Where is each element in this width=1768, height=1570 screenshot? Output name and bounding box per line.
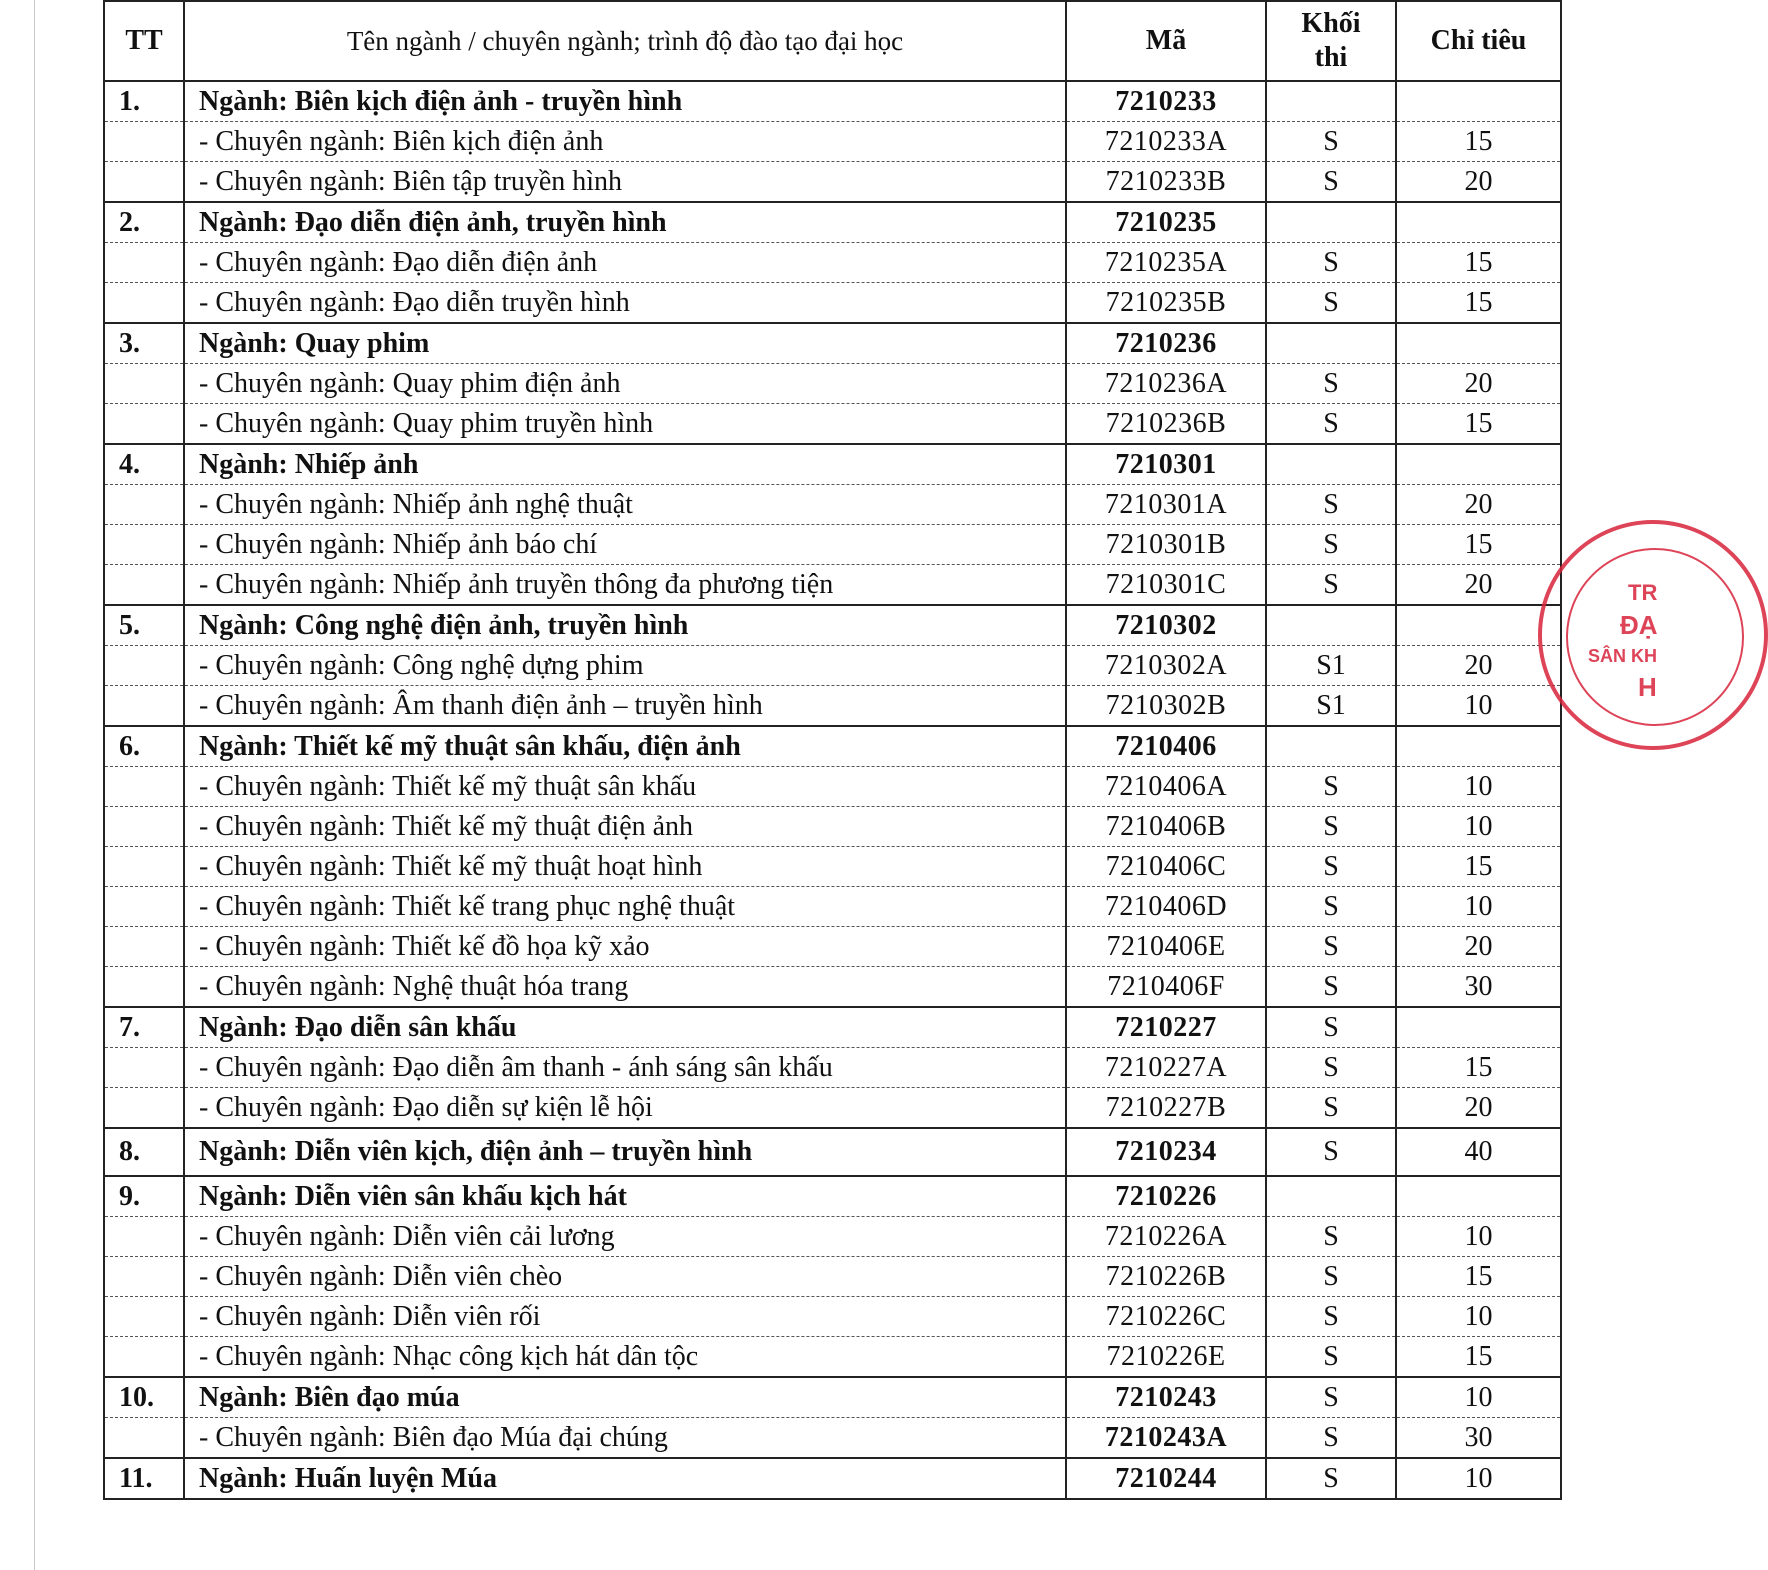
cell-code: 7210302A xyxy=(1066,646,1266,686)
cell-code: 7210302B xyxy=(1066,686,1266,727)
cell-quota: 15 xyxy=(1396,404,1561,445)
table-row xyxy=(104,1418,1561,1459)
cell-block xyxy=(1266,202,1396,243)
cell-code: 7210302 xyxy=(1066,605,1266,646)
cell-name: - Chuyên ngành: Đạo diễn sự kiện lễ hội xyxy=(184,1088,1066,1129)
cell-block: S xyxy=(1266,243,1396,283)
cell-quota: 10 xyxy=(1396,807,1561,847)
table-row xyxy=(104,887,1561,927)
cell-quota: 20 xyxy=(1396,927,1561,967)
cell-tt: 2. xyxy=(104,202,184,243)
cell-code: 7210233A xyxy=(1066,122,1266,162)
cell-tt: 1. xyxy=(104,81,184,122)
cell-code: 7210301 xyxy=(1066,444,1266,485)
table-row xyxy=(104,162,1561,203)
table-row xyxy=(104,364,1561,404)
cell-block xyxy=(1266,605,1396,646)
cell-code: 7210233B xyxy=(1066,162,1266,203)
header-block-line1: Khối xyxy=(1301,8,1361,39)
cell-code: 7210406B xyxy=(1066,807,1266,847)
cell-tt xyxy=(104,887,184,927)
table-row xyxy=(104,404,1561,445)
cell-code: 7210235B xyxy=(1066,283,1266,324)
table-row xyxy=(104,807,1561,847)
cell-quota xyxy=(1396,444,1561,485)
cell-quota: 20 xyxy=(1396,565,1561,606)
cell-quota xyxy=(1396,726,1561,767)
cell-block: S xyxy=(1266,1257,1396,1297)
cell-quota: 10 xyxy=(1396,767,1561,807)
cell-code: 7210406 xyxy=(1066,726,1266,767)
cell-name: Ngành: Diễn viên sân khấu kịch hát xyxy=(184,1176,1066,1217)
cell-block: S xyxy=(1266,1128,1396,1176)
cell-block: S xyxy=(1266,1297,1396,1337)
table-row xyxy=(104,565,1561,606)
table-row xyxy=(104,1217,1561,1257)
cell-block: S xyxy=(1266,1418,1396,1459)
cell-name: - Chuyên ngành: Biên tập truyền hình xyxy=(184,162,1066,203)
cell-block: S xyxy=(1266,283,1396,324)
cell-quota: 15 xyxy=(1396,847,1561,887)
cell-tt: 4. xyxy=(104,444,184,485)
red-seal-stamp xyxy=(1538,520,1768,750)
table-row xyxy=(104,122,1561,162)
cell-tt: 11. xyxy=(104,1458,184,1499)
page-edge-line xyxy=(34,0,35,1570)
cell-name: Ngành: Đạo diễn sân khấu xyxy=(184,1007,1066,1048)
cell-quota: 30 xyxy=(1396,967,1561,1008)
table-header xyxy=(104,1,1561,81)
header-quota: Chỉ tiêu xyxy=(1396,1,1561,81)
cell-block: S xyxy=(1266,1458,1396,1499)
cell-quota: 20 xyxy=(1396,1088,1561,1129)
table-row xyxy=(104,726,1561,767)
cell-tt xyxy=(104,807,184,847)
cell-tt xyxy=(104,1217,184,1257)
cell-name: Ngành: Biên kịch điện ảnh - truyền hình xyxy=(184,81,1066,122)
cell-quota: 10 xyxy=(1396,1377,1561,1418)
cell-tt xyxy=(104,1088,184,1129)
table-row xyxy=(104,1007,1561,1048)
cell-code: 7210406F xyxy=(1066,967,1266,1008)
cell-block: S xyxy=(1266,887,1396,927)
cell-code: 7210301A xyxy=(1066,485,1266,525)
cell-name: - Chuyên ngành: Diễn viên cải lương xyxy=(184,1217,1066,1257)
header-block xyxy=(1266,1,1396,81)
cell-code: 7210227B xyxy=(1066,1088,1266,1129)
table-row xyxy=(104,646,1561,686)
table-row xyxy=(104,927,1561,967)
cell-name: Ngành: Đạo diễn điện ảnh, truyền hình xyxy=(184,202,1066,243)
cell-tt xyxy=(104,283,184,324)
admissions-quota-table xyxy=(103,0,1562,1500)
cell-name: - Chuyên ngành: Đạo diễn âm thanh - ánh sáng sân khấu xyxy=(184,1048,1066,1088)
cell-quota: 10 xyxy=(1396,1217,1561,1257)
cell-block: S xyxy=(1266,927,1396,967)
header-row xyxy=(104,1,1561,81)
cell-block: S xyxy=(1266,967,1396,1008)
header-tt: TT xyxy=(104,1,184,81)
cell-block: S xyxy=(1266,1007,1396,1048)
cell-quota xyxy=(1396,323,1561,364)
header-name: Tên ngành / chuyên ngành; trình độ đào tạo đại học xyxy=(184,1,1066,81)
cell-code: 7210406E xyxy=(1066,927,1266,967)
table-row xyxy=(104,202,1561,243)
cell-code: 7210233 xyxy=(1066,81,1266,122)
cell-name: - Chuyên ngành: Nhiếp ảnh nghệ thuật xyxy=(184,485,1066,525)
cell-code: 7210406C xyxy=(1066,847,1266,887)
table-row xyxy=(104,1176,1561,1217)
cell-block: S xyxy=(1266,1048,1396,1088)
table-row xyxy=(104,686,1561,727)
table-row xyxy=(104,1377,1561,1418)
cell-tt xyxy=(104,927,184,967)
cell-code: 7210226A xyxy=(1066,1217,1266,1257)
header-block-line2: thi xyxy=(1314,42,1348,73)
cell-tt xyxy=(104,364,184,404)
cell-name: - Chuyên ngành: Nhiếp ảnh truyền thông đa phương tiện xyxy=(184,565,1066,606)
table-row xyxy=(104,847,1561,887)
cell-tt xyxy=(104,1257,184,1297)
cell-block: S1 xyxy=(1266,646,1396,686)
cell-tt: 8. xyxy=(104,1128,184,1176)
cell-quota: 20 xyxy=(1396,646,1561,686)
cell-tt xyxy=(104,646,184,686)
cell-quota: 15 xyxy=(1396,122,1561,162)
cell-name: Ngành: Diễn viên kịch, điện ảnh – truyền hình xyxy=(184,1128,1066,1176)
cell-block: S xyxy=(1266,364,1396,404)
cell-code: 7210406A xyxy=(1066,767,1266,807)
stamp-text-4: H xyxy=(1638,672,1657,702)
cell-block: S xyxy=(1266,525,1396,565)
stamp-text-2: ĐẠ xyxy=(1620,610,1658,640)
cell-name: - Chuyên ngành: Công nghệ dựng phim xyxy=(184,646,1066,686)
cell-name: Ngành: Thiết kế mỹ thuật sân khấu, điện ảnh xyxy=(184,726,1066,767)
cell-tt xyxy=(104,122,184,162)
cell-tt: 6. xyxy=(104,726,184,767)
table-row xyxy=(104,485,1561,525)
table-row xyxy=(104,1297,1561,1337)
cell-quota: 15 xyxy=(1396,1048,1561,1088)
stamp-text-1: TR xyxy=(1628,580,1658,605)
cell-quota xyxy=(1396,605,1561,646)
table-row xyxy=(104,283,1561,324)
cell-quota: 20 xyxy=(1396,162,1561,203)
cell-block: S xyxy=(1266,565,1396,606)
cell-tt xyxy=(104,1297,184,1337)
cell-tt: 7. xyxy=(104,1007,184,1048)
cell-code: 7210243A xyxy=(1066,1418,1266,1459)
cell-tt xyxy=(104,162,184,203)
table-row xyxy=(104,323,1561,364)
cell-tt xyxy=(104,767,184,807)
cell-block: S xyxy=(1266,1217,1396,1257)
cell-block: S xyxy=(1266,847,1396,887)
table-row xyxy=(104,1337,1561,1378)
cell-code: 7210235A xyxy=(1066,243,1266,283)
cell-code: 7210227A xyxy=(1066,1048,1266,1088)
cell-name: Ngành: Biên đạo múa xyxy=(184,1377,1066,1418)
cell-tt xyxy=(104,525,184,565)
cell-block: S xyxy=(1266,162,1396,203)
cell-tt xyxy=(104,243,184,283)
cell-name: - Chuyên ngành: Diễn viên chèo xyxy=(184,1257,1066,1297)
cell-name: - Chuyên ngành: Đạo diễn điện ảnh xyxy=(184,243,1066,283)
cell-tt xyxy=(104,1418,184,1459)
cell-code: 7210243 xyxy=(1066,1377,1266,1418)
cell-code: 7210406D xyxy=(1066,887,1266,927)
table-row xyxy=(104,1257,1561,1297)
table-row xyxy=(104,1458,1561,1499)
cell-name: Ngành: Quay phim xyxy=(184,323,1066,364)
table-row xyxy=(104,243,1561,283)
cell-block: S xyxy=(1266,807,1396,847)
cell-tt: 3. xyxy=(104,323,184,364)
cell-name: - Chuyên ngành: Âm thanh điện ảnh – truyền hình xyxy=(184,686,1066,727)
cell-quota: 20 xyxy=(1396,485,1561,525)
cell-block: S xyxy=(1266,767,1396,807)
cell-tt xyxy=(104,686,184,727)
cell-tt xyxy=(104,967,184,1008)
cell-code: 7210226 xyxy=(1066,1176,1266,1217)
cell-tt xyxy=(104,847,184,887)
cell-name: - Chuyên ngành: Thiết kế mỹ thuật điện ảnh xyxy=(184,807,1066,847)
cell-code: 7210226E xyxy=(1066,1337,1266,1378)
cell-block: S1 xyxy=(1266,686,1396,727)
cell-tt: 9. xyxy=(104,1176,184,1217)
cell-code: 7210227 xyxy=(1066,1007,1266,1048)
cell-name: - Chuyên ngành: Nhiếp ảnh báo chí xyxy=(184,525,1066,565)
table-row xyxy=(104,1128,1561,1176)
cell-tt xyxy=(104,565,184,606)
cell-quota xyxy=(1396,202,1561,243)
cell-name: - Chuyên ngành: Thiết kế đồ họa kỹ xảo xyxy=(184,927,1066,967)
cell-code: 7210244 xyxy=(1066,1458,1266,1499)
cell-quota: 10 xyxy=(1396,686,1561,727)
cell-block: S xyxy=(1266,1337,1396,1378)
cell-tt xyxy=(104,485,184,525)
header-code: Mã xyxy=(1066,1,1266,81)
cell-block: S xyxy=(1266,122,1396,162)
cell-quota: 15 xyxy=(1396,1257,1561,1297)
cell-name: - Chuyên ngành: Biên kịch điện ảnh xyxy=(184,122,1066,162)
cell-code: 7210301B xyxy=(1066,525,1266,565)
table-body xyxy=(104,81,1561,1499)
cell-block: S xyxy=(1266,485,1396,525)
cell-code: 7210236A xyxy=(1066,364,1266,404)
cell-quota xyxy=(1396,1176,1561,1217)
cell-block: S xyxy=(1266,404,1396,445)
cell-tt: 5. xyxy=(104,605,184,646)
cell-code: 7210226C xyxy=(1066,1297,1266,1337)
cell-block xyxy=(1266,323,1396,364)
cell-name: Ngành: Nhiếp ảnh xyxy=(184,444,1066,485)
cell-name: - Chuyên ngành: Nghệ thuật hóa trang xyxy=(184,967,1066,1008)
cell-quota: 15 xyxy=(1396,283,1561,324)
cell-block xyxy=(1266,81,1396,122)
cell-name: Ngành: Huấn luyện Múa xyxy=(184,1458,1066,1499)
cell-tt xyxy=(104,1337,184,1378)
cell-code: 7210236 xyxy=(1066,323,1266,364)
cell-block: S xyxy=(1266,1377,1396,1418)
cell-quota: 40 xyxy=(1396,1128,1561,1176)
cell-name: - Chuyên ngành: Quay phim điện ảnh xyxy=(184,364,1066,404)
cell-quota: 15 xyxy=(1396,243,1561,283)
cell-code: 7210226B xyxy=(1066,1257,1266,1297)
cell-code: 7210301C xyxy=(1066,565,1266,606)
cell-quota: 10 xyxy=(1396,887,1561,927)
cell-quota: 15 xyxy=(1396,525,1561,565)
cell-code: 7210236B xyxy=(1066,404,1266,445)
cell-name: - Chuyên ngành: Đạo diễn truyền hình xyxy=(184,283,1066,324)
cell-name: - Chuyên ngành: Biên đạo Múa đại chúng xyxy=(184,1418,1066,1459)
cell-quota: 10 xyxy=(1396,1458,1561,1499)
table-row xyxy=(104,81,1561,122)
table-row xyxy=(104,1048,1561,1088)
cell-quota xyxy=(1396,81,1561,122)
cell-code: 7210235 xyxy=(1066,202,1266,243)
cell-name: - Chuyên ngành: Diễn viên rối xyxy=(184,1297,1066,1337)
cell-name: - Chuyên ngành: Thiết kế mỹ thuật hoạt hình xyxy=(184,847,1066,887)
cell-tt xyxy=(104,404,184,445)
cell-name: - Chuyên ngành: Quay phim truyền hình xyxy=(184,404,1066,445)
cell-quota xyxy=(1396,1007,1561,1048)
table-row xyxy=(104,767,1561,807)
cell-block xyxy=(1266,1176,1396,1217)
cell-name: - Chuyên ngành: Nhạc công kịch hát dân tộc xyxy=(184,1337,1066,1378)
table-row xyxy=(104,525,1561,565)
cell-tt xyxy=(104,1048,184,1088)
cell-quota: 10 xyxy=(1396,1297,1561,1337)
table-row xyxy=(104,1088,1561,1129)
cell-tt: 10. xyxy=(104,1377,184,1418)
cell-name: - Chuyên ngành: Thiết kế trang phục nghệ thuật xyxy=(184,887,1066,927)
cell-quota: 30 xyxy=(1396,1418,1561,1459)
cell-code: 7210234 xyxy=(1066,1128,1266,1176)
table-row xyxy=(104,444,1561,485)
cell-block xyxy=(1266,444,1396,485)
cell-name: - Chuyên ngành: Thiết kế mỹ thuật sân khấu xyxy=(184,767,1066,807)
table-row xyxy=(104,605,1561,646)
cell-block xyxy=(1266,726,1396,767)
cell-block: S xyxy=(1266,1088,1396,1129)
stamp-text-3: SÂN KH xyxy=(1588,646,1658,666)
cell-quota: 15 xyxy=(1396,1337,1561,1378)
table-row xyxy=(104,967,1561,1008)
cell-quota: 20 xyxy=(1396,364,1561,404)
cell-name: Ngành: Công nghệ điện ảnh, truyền hình xyxy=(184,605,1066,646)
